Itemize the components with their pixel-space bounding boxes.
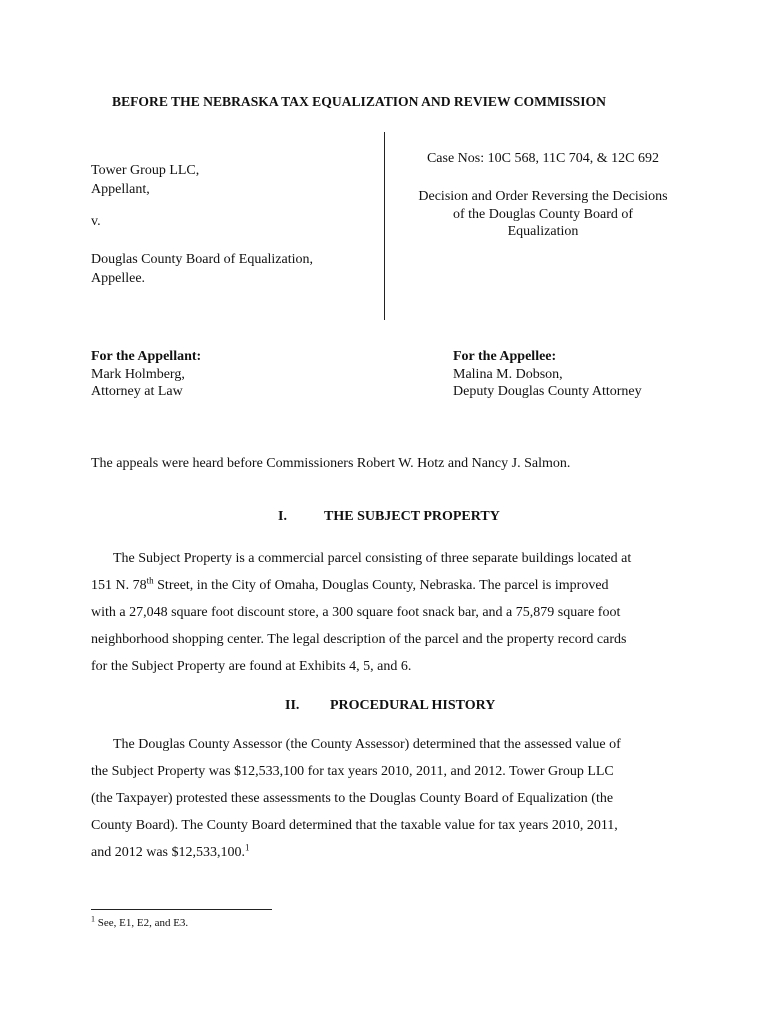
- appellant-counsel-title: Attorney at Law: [91, 384, 183, 399]
- appellant-name: Tower Group LLC,: [91, 163, 200, 178]
- footnote-marker: 1: [91, 914, 95, 924]
- caption-appellee: [91, 250, 313, 288]
- section-1-title: THE SUBJECT PROPERTY: [324, 509, 500, 524]
- paragraph-line: The Douglas County Assessor (the County Assessor) determined that the assessed value of: [113, 737, 621, 752]
- appellee-counsel-heading: For the Appellee:: [453, 349, 557, 364]
- address-continuation: Street, in the City of Omaha, Douglas County, Nebraska. The parcel is improved: [153, 578, 609, 593]
- appellant-counsel-heading: For the Appellant:: [91, 349, 202, 364]
- ordinal-suffix: th: [146, 575, 154, 586]
- appellee-counsel: [453, 348, 642, 401]
- section-2-title: PROCEDURAL HISTORY: [330, 698, 496, 713]
- paragraph-line: (the Taxpayer) protested these assessments to the Douglas County Board of Equalization (the: [91, 791, 614, 806]
- case-numbers: Case Nos: 10C 568, 11C 704, & 12C 692: [426, 151, 660, 166]
- appellee-name: Douglas County Board of Equalization,: [91, 252, 314, 267]
- page-heading: BEFORE THE NEBRASKA TAX EQUALIZATION AND REVIEW COMMISSION: [112, 94, 606, 109]
- caption-parties: [91, 161, 199, 199]
- heard-before-statement: The appeals were heard before Commissioners Robert W. Hotz and Nancy J. Salmon.: [91, 456, 571, 471]
- appellant-counsel-name: Mark Holmberg,: [91, 366, 185, 382]
- paragraph-line: County Board). The County Board determined that the taxable value for tax years 2010, 2011,: [91, 818, 618, 833]
- section-2-number: II.: [285, 698, 300, 713]
- footnote-text: See, E1, E2, and E3.: [95, 917, 189, 929]
- appellant-counsel: [91, 348, 201, 401]
- paragraph-line: [91, 839, 681, 866]
- paragraph-line: neighborhood shopping center. The legal description of the parcel and the property record cards: [91, 632, 627, 647]
- appellant-role: Appellant,: [91, 182, 150, 197]
- footnote-rule: [91, 909, 272, 910]
- paragraph-line: The Subject Property is a commercial parcel consisting of three separate buildings located at: [113, 551, 632, 566]
- footnote: [91, 914, 189, 929]
- paragraph-line: [91, 572, 681, 599]
- footnote-reference[interactable]: 1: [245, 842, 250, 853]
- address-text: 151 N. 78: [91, 578, 147, 593]
- decision-line: Decision and Order Reversing the Decisions: [418, 189, 668, 204]
- appellee-role: Appellee.: [91, 271, 146, 286]
- caption-divider: [384, 132, 385, 320]
- appellee-counsel-title: Deputy Douglas County Attorney: [453, 384, 642, 399]
- paragraph-line: with a 27,048 square foot discount store, a 300 square foot snack bar, and a 75,879 square foot: [91, 605, 621, 620]
- section-1-number: I.: [278, 509, 287, 524]
- decision-line: of the Douglas County Board of: [452, 206, 634, 222]
- appellee-counsel-name: Malina M. Dobson,: [453, 366, 563, 382]
- section-1-paragraph: [91, 545, 681, 680]
- paragraph-line: the Subject Property was $12,533,100 for tax years 2010, 2011, and 2012. Tower Group LLC: [91, 764, 614, 779]
- versus: v.: [91, 214, 101, 229]
- decision-line: Equalization: [507, 224, 579, 239]
- decision-title: [390, 188, 696, 241]
- section-2-paragraph: [91, 731, 681, 866]
- paragraph-line: for the Subject Property are found at Exhibits 4, 5, and 6.: [91, 659, 412, 674]
- paragraph-last-text: and 2012 was $12,533,100.: [91, 845, 245, 860]
